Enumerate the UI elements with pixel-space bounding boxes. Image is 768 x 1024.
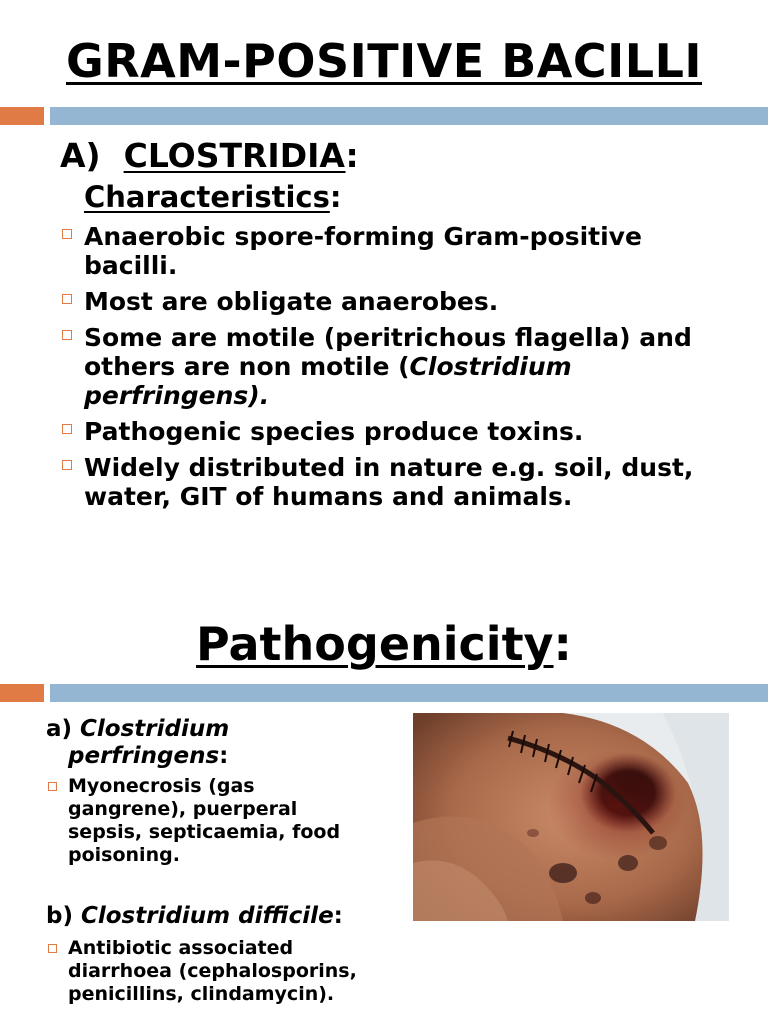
bullet-text: Some are motile (peritrichous flagella) and others are non motile ( bbox=[84, 323, 692, 381]
square-bullet-icon bbox=[62, 294, 72, 304]
wound-illustration bbox=[413, 713, 729, 921]
gas-gangrene-photo bbox=[413, 713, 729, 921]
characteristics-list bbox=[60, 222, 720, 518]
bullet-text: Pathogenic species produce toxins. bbox=[84, 417, 584, 446]
bullet-italic-text: Clostridium perfringens). bbox=[84, 352, 572, 410]
section-name: CLOSTRIDIA bbox=[123, 136, 346, 175]
bullet-text: Myonecrosis (gas gangrene), puerperal sepsis, septicaemia, food poisoning. bbox=[68, 775, 341, 866]
accent-bar-orange bbox=[0, 107, 44, 125]
section-suffix: : bbox=[345, 136, 359, 175]
list-item bbox=[60, 287, 720, 316]
square-bullet-icon bbox=[62, 330, 72, 340]
organism-suffix: : bbox=[219, 743, 229, 769]
square-bullet-icon bbox=[62, 424, 72, 434]
square-bullet-icon bbox=[48, 944, 57, 953]
organism-name-line2: perfringens bbox=[68, 743, 220, 769]
square-bullet-icon bbox=[62, 460, 72, 470]
organism-heading-b bbox=[46, 903, 343, 930]
organism-name-line1: Clostridium bbox=[80, 716, 230, 742]
list-item bbox=[60, 222, 720, 280]
list-item bbox=[60, 417, 720, 446]
subheading bbox=[84, 180, 341, 214]
list-item bbox=[46, 937, 366, 1006]
slide-title-text: Pathogenicity bbox=[196, 617, 554, 671]
accent-bar-blue bbox=[50, 107, 768, 125]
slide-title-suffix: : bbox=[553, 617, 572, 671]
bullet-text: Most are obligate anaerobes. bbox=[84, 287, 499, 316]
organism-b-list bbox=[46, 937, 366, 1006]
bullet-text: Widely distributed in nature e.g. soil, dust, water, GIT of humans and animals. bbox=[84, 453, 694, 511]
organism-suffix: : bbox=[333, 903, 343, 929]
square-bullet-icon bbox=[62, 229, 72, 239]
organism-name: Clostridium difficile bbox=[80, 903, 334, 929]
accent-bar-blue bbox=[50, 684, 768, 702]
slide-title bbox=[0, 617, 768, 671]
accent-bar-orange bbox=[0, 684, 44, 702]
bullet-text: Anaerobic spore-forming Gram-positive bacilli. bbox=[84, 222, 642, 280]
slide-title: GRAM-POSITIVE BACILLI bbox=[65, 34, 702, 88]
list-item bbox=[46, 775, 366, 867]
bullet-text: Antibiotic associated diarrhoea (cephalosporins, penicillins, clindamycin). bbox=[68, 937, 357, 1005]
organism-name-line2-wrap bbox=[46, 743, 229, 770]
list-item bbox=[60, 453, 720, 511]
subheading-text: Characteristics bbox=[84, 180, 330, 214]
organism-a-list bbox=[46, 775, 366, 867]
subheading-suffix: : bbox=[329, 180, 342, 214]
list-item bbox=[60, 323, 720, 410]
organism-prefix: a) bbox=[46, 716, 81, 742]
square-bullet-icon bbox=[48, 782, 57, 791]
organism-heading-a bbox=[46, 716, 229, 770]
section-heading bbox=[60, 136, 359, 175]
organism-prefix: b) bbox=[46, 903, 81, 929]
section-prefix: A) bbox=[60, 136, 124, 175]
slide-pathogenicity bbox=[0, 575, 768, 1024]
